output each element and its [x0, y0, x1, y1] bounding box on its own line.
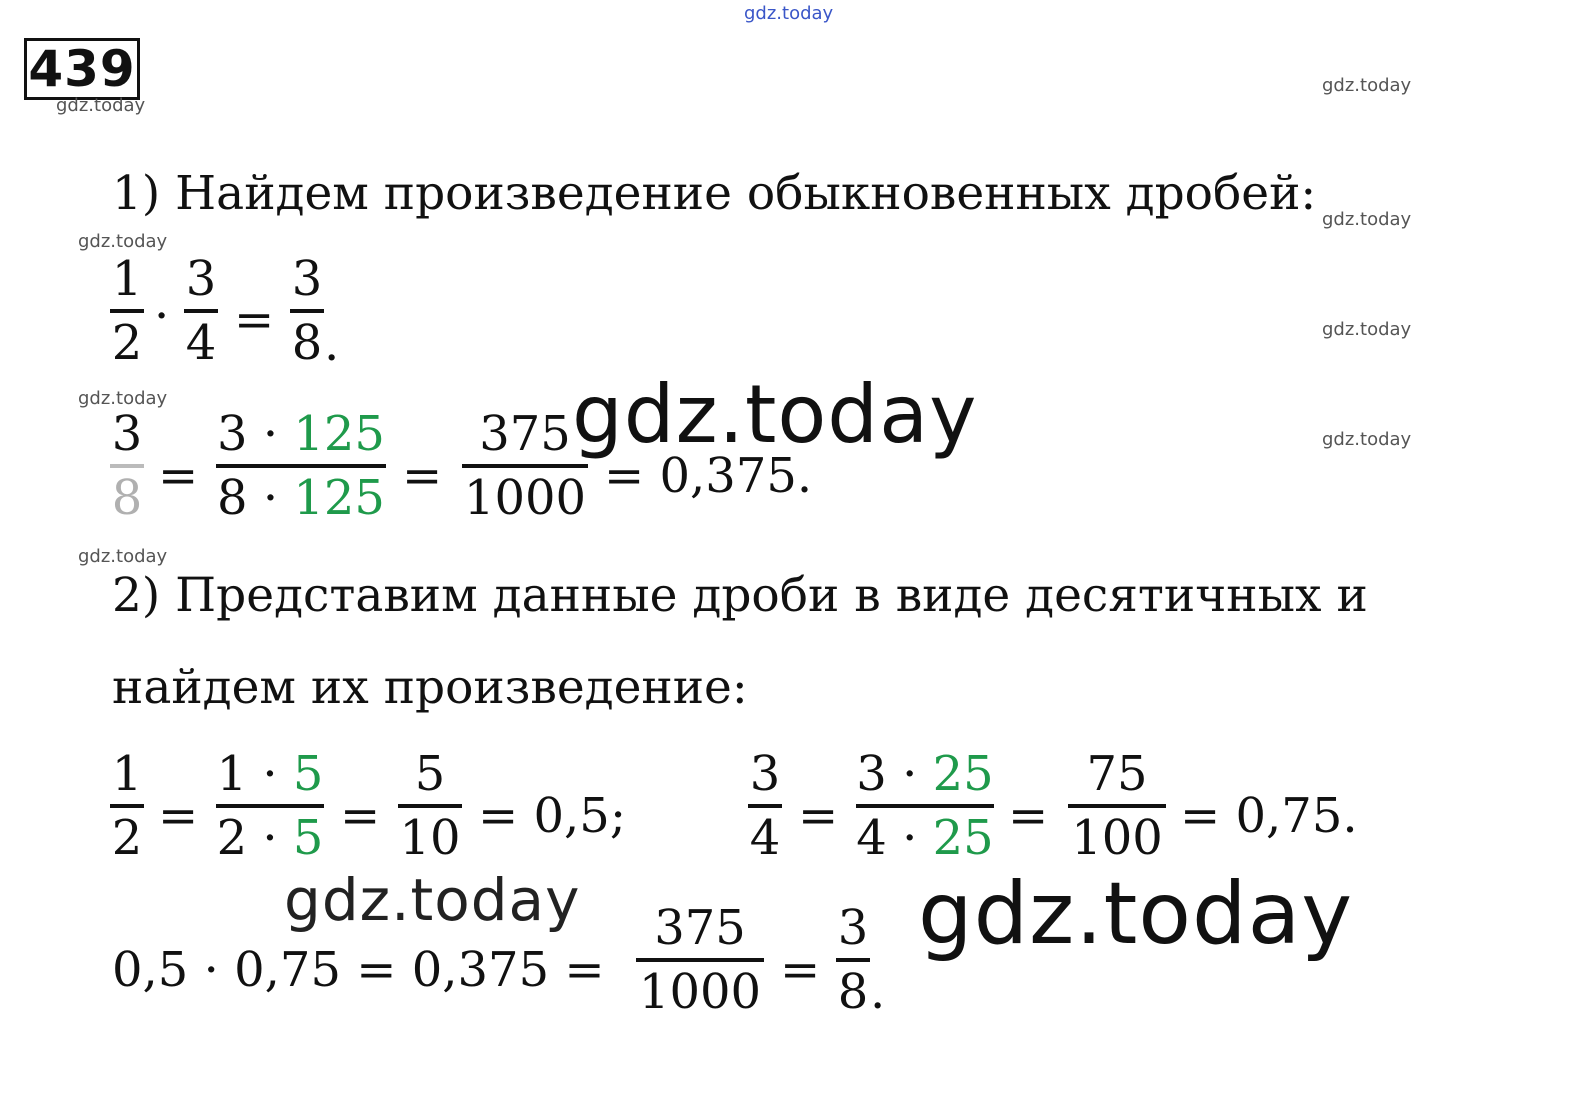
watermark: gdz.today	[1322, 209, 1412, 230]
operator: =	[1008, 788, 1049, 844]
fraction	[636, 900, 764, 1020]
fraction	[110, 746, 144, 866]
fraction-bar	[1068, 804, 1166, 808]
watermark: gdz.today	[78, 231, 168, 252]
numerator-text: 1 ·	[216, 746, 293, 802]
numerator: 3	[185, 251, 217, 307]
fraction-bar	[290, 309, 324, 313]
fraction-bar	[216, 464, 386, 468]
numerator: 3	[291, 251, 323, 307]
multiplier: 125	[293, 406, 385, 462]
period: .	[324, 316, 340, 372]
denominator: 8	[837, 964, 869, 1020]
fraction	[748, 746, 782, 866]
fraction	[110, 251, 144, 371]
problem-number: 439	[24, 38, 140, 100]
numerator	[856, 746, 994, 802]
denominator	[856, 810, 994, 866]
multiplier: 5	[292, 746, 324, 802]
fraction	[184, 251, 218, 371]
operator: ·	[154, 288, 170, 344]
numerator: 75	[1086, 746, 1148, 802]
operator: =	[402, 448, 443, 504]
denominator: 4	[749, 810, 781, 866]
multiplier: 25	[932, 810, 994, 866]
fraction	[856, 746, 994, 866]
numerator	[216, 746, 324, 802]
watermark: gdz.today	[56, 95, 146, 116]
fraction	[462, 406, 588, 526]
numerator-text: 3 ·	[217, 406, 294, 462]
watermark: gdz.today	[572, 368, 978, 461]
operator: =	[340, 788, 381, 844]
denominator	[216, 470, 386, 526]
fraction-bar	[184, 309, 218, 313]
numerator: 3	[111, 406, 143, 462]
fraction-bar	[110, 309, 144, 313]
fraction	[290, 251, 324, 371]
watermark: gdz.today	[284, 866, 581, 934]
result: = 0,5;	[478, 788, 626, 844]
final-lhs: 0,5 · 0,75 = 0,375 =	[112, 942, 605, 998]
numerator: 5	[414, 746, 446, 802]
operator: =	[158, 788, 199, 844]
fraction-bar	[636, 958, 764, 962]
watermark: gdz.today	[1322, 429, 1412, 450]
operator: =	[234, 292, 275, 348]
denominator: 8	[291, 315, 323, 371]
denominator-text: 4 ·	[856, 810, 933, 866]
operator: =	[798, 788, 839, 844]
watermark: gdz.today	[1322, 75, 1412, 96]
fraction-bar	[110, 464, 144, 468]
numerator: 1	[111, 251, 143, 307]
fraction-bar	[856, 804, 994, 808]
fraction	[836, 900, 870, 1020]
fraction-bar	[398, 804, 462, 808]
fraction-bar	[110, 804, 144, 808]
numerator: 1	[111, 746, 143, 802]
fraction	[216, 746, 324, 866]
fraction	[216, 406, 386, 526]
denominator: 8	[111, 470, 143, 526]
watermark: gdz.today	[918, 864, 1354, 964]
watermark: gdz.today	[78, 546, 168, 567]
result: = 0,375.	[604, 448, 813, 504]
denominator: 2	[111, 315, 143, 371]
numerator: 3	[749, 746, 781, 802]
numerator	[216, 406, 386, 462]
denominator: 10	[399, 810, 461, 866]
fraction	[1068, 746, 1166, 866]
watermark: gdz.today	[78, 388, 168, 409]
period: .	[870, 964, 886, 1020]
part1-heading: 1) Найдем произведение обыкновенных дробей:	[112, 166, 1317, 221]
multiplier: 25	[932, 746, 994, 802]
operator: =	[158, 448, 199, 504]
numerator: 375	[479, 406, 571, 462]
denominator-text: 8 ·	[217, 470, 294, 526]
numerator: 3	[837, 900, 869, 956]
denominator: 4	[185, 315, 217, 371]
watermark: gdz.today	[1322, 319, 1412, 340]
watermark: gdz.today	[744, 3, 834, 24]
result: = 0,75.	[1180, 788, 1358, 844]
part2-heading-line1: 2) Представим данные дроби в виде десятичных и	[112, 568, 1368, 623]
fraction	[110, 406, 144, 526]
denominator: 2	[111, 810, 143, 866]
fraction	[398, 746, 462, 866]
denominator: 1000	[463, 470, 587, 526]
denominator	[216, 810, 324, 866]
denominator: 100	[1071, 810, 1163, 866]
denominator-text: 2 ·	[216, 810, 293, 866]
fraction-bar	[836, 958, 870, 962]
fraction-bar	[216, 804, 324, 808]
numerator-text: 3 ·	[856, 746, 933, 802]
numerator: 375	[654, 900, 746, 956]
fraction-bar	[748, 804, 782, 808]
operator: =	[780, 942, 821, 998]
multiplier: 5	[292, 810, 324, 866]
multiplier: 125	[293, 470, 385, 526]
part2-heading-line2: найдем их произведение:	[112, 660, 748, 715]
fraction-bar	[462, 464, 588, 468]
denominator: 1000	[638, 964, 762, 1020]
